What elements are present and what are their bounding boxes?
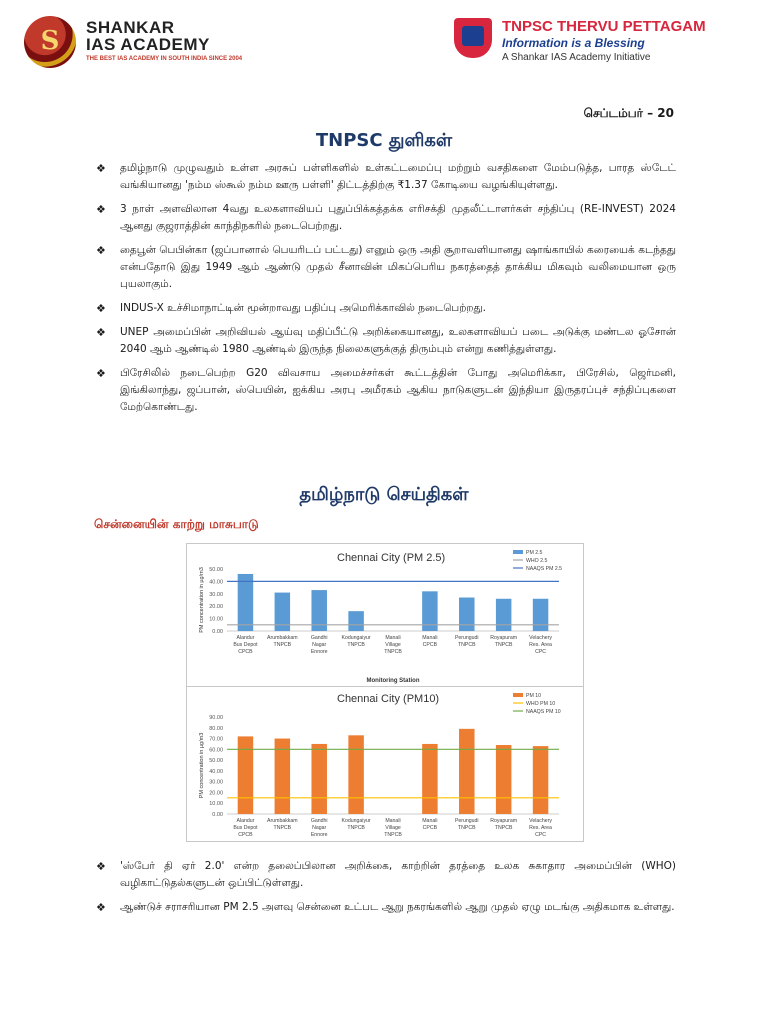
x-tick-label: Gandhi Nagar Ennore	[310, 818, 328, 838]
bullet-icon: ❖	[96, 244, 106, 257]
x-tick-label: Velachery Res. Area CPC	[529, 635, 552, 655]
legend-label: NAAQS PM 2.5	[526, 566, 563, 572]
y-tick-label: 30.00	[209, 779, 223, 786]
bar	[459, 598, 474, 631]
y-tick-label: 50.00	[209, 758, 223, 765]
bullet-icon: ❖	[96, 162, 106, 175]
x-tick-label: Royapuram TNPCB	[490, 818, 518, 831]
bar	[311, 744, 326, 814]
pm25-chart	[186, 543, 584, 688]
legend-label: WHO PM 10	[526, 701, 556, 707]
y-tick-label: 0.00	[212, 629, 223, 635]
brand-tagline: THE BEST IAS ACADEMY IN SOUTH INDIA SINCE 2004	[86, 56, 243, 62]
bar	[422, 744, 437, 814]
list-item: ❖ INDUS-X உச்சிமாநாட்டின் மூன்றாவது பதிப்பு அமெரிக்காவில் நடைபெற்றது.	[96, 302, 486, 315]
x-tick-label: Manali Village TNPCB	[384, 635, 402, 655]
legend-swatch	[513, 693, 523, 697]
x-tick-label: Kodungaiyur TNPCB	[341, 635, 371, 648]
tnpsc-note: A Shankar IAS Academy Initiative	[502, 52, 651, 63]
x-axis-label: Monitoring Station	[366, 678, 420, 684]
x-tick-label: Manali CPCB	[422, 818, 438, 831]
y-tick-label: 50.00	[209, 567, 223, 573]
bar	[238, 736, 253, 814]
bullet-icon: ❖	[96, 367, 106, 380]
bar	[348, 611, 363, 631]
y-tick-label: 90.00	[209, 715, 223, 721]
y-tick-label: 30.00	[209, 591, 223, 598]
x-tick-label: Kodungaiyur TNPCB	[341, 818, 371, 831]
brand-name-line2: IAS ACADEMY	[86, 35, 210, 54]
y-tick-label: 80.00	[209, 725, 223, 732]
legend-swatch	[513, 550, 523, 554]
bullet-icon: ❖	[96, 860, 106, 873]
legend-label: NAAQS PM 10	[526, 709, 561, 715]
x-tick-label: Perungudi TNPCB	[454, 635, 479, 648]
section-title-tnpsc: TNPSC துளிகள்	[315, 130, 453, 151]
x-tick-label: Alandur Bus Depot CPCB	[233, 818, 258, 838]
y-tick-label: 60.00	[209, 747, 223, 754]
list-item: ❖ 3 நாள் அளவிலான 4வது உலகளாவியப் புதுப்பிக்கத்தக்க எரிசக்தி முதலீட்டாளர்கள் சந்திப்பு (RE-INVEST) 2024 ஆனது குஜராத்தின் காந்திநகரில் நடைபெற்றது.	[96, 203, 676, 232]
y-tick-label: 20.00	[209, 604, 223, 611]
shankar-logo	[24, 14, 254, 70]
chart-title: Chennai City (PM10)	[337, 693, 440, 705]
x-tick-label: Perungudi TNPCB	[454, 818, 479, 831]
y-tick-label: 0.00	[212, 812, 223, 818]
x-tick-label: Alandur Bus Depot CPCB	[233, 635, 258, 655]
date-label: செப்டம்பர் – 20	[583, 106, 674, 120]
tnpsc-title: TNPSC THERVU PETTAGAM	[502, 18, 706, 35]
y-axis-label: PM concentration in µg/m3	[199, 567, 205, 633]
y-axis-label: PM concentration in µg/m3	[199, 732, 205, 799]
y-tick-label: 10.00	[209, 616, 223, 623]
y-tick-label: 70.00	[209, 736, 223, 743]
bar	[496, 745, 511, 814]
pm25-chart-svg	[187, 544, 583, 687]
y-tick-label: 40.00	[209, 768, 223, 775]
x-tick-label: Royapuram TNPCB	[490, 635, 518, 648]
bar	[238, 574, 253, 631]
x-tick-label: Manali Village TNPCB	[384, 818, 402, 838]
x-tick-label: Arumbakkam TNPCB	[267, 635, 298, 648]
legend-label: WHO 2.5	[526, 558, 548, 564]
list-item: ❖ UNEP அமைப்பின் அறிவியல் ஆய்வு மதிப்பீட்டு அறிக்கையானது, உலகளாவியப் படை அடுக்கு மண்டல ஓசோன் 2040 ஆம் ஆண்டில் 1980 ஆண்டில் இருந்த நிலைகளுக்குத் திரும்பும் என்று கணித்துள்ளது.	[96, 326, 676, 355]
bar	[533, 746, 548, 814]
list-item: ❖ தமிழ்நாடு முழுவதும் உள்ள அரசுப் பள்ளிகளில் உள்கட்டமைப்பு மற்றும் வசதிகளை மேம்படுத்த, பாரத ஸ்டேட் வங்கியானது 'நம்ம ஸ்கூல் நம்ம ஊரு பள்ளி' திட்டத்திற்கு ₹1.37 கோடியை வழங்கியுள்ளது.	[96, 162, 676, 191]
chart-title: Chennai City (PM 2.5)	[337, 552, 446, 564]
x-tick-label: Velachery Res. Area CPC	[529, 818, 552, 838]
bar	[496, 599, 511, 631]
pollution-list	[96, 858, 676, 923]
subsection-title: சென்னையின் காற்று மாசுபாடு	[94, 517, 259, 531]
y-tick-label: 10.00	[209, 801, 223, 808]
y-tick-label: 20.00	[209, 790, 223, 797]
tnpsc-emblem-icon	[454, 18, 492, 58]
bar	[459, 729, 474, 814]
emblem-letter: S	[40, 26, 60, 56]
list-item: ❖ தைபூன் பெபின்கா (ஜப்பானால் பெயரிடப் பட்டது) எனும் ஒரு அதி சூறாவளியானது ஷாங்காயில் கரையைக் கடந்தது என்பதோடு இது 1949 ஆம் ஆண்டு முதல் சீனாவின் மிகப்பெரிய நகரத்தைத் தாக்கிய மிகவும் வலிமையான ஒரு புயலாகும்.	[96, 244, 676, 290]
pm10-chart-svg	[187, 687, 583, 841]
legend-label: PM 10	[526, 693, 541, 699]
bullet-icon: ❖	[96, 203, 106, 216]
tnpsc-subtitle: Information is a Blessing	[502, 36, 645, 50]
x-tick-label: Gandhi Nagar Ennore	[310, 635, 328, 655]
section-title-tamilnadu: தமிழ்நாடு செய்திகள்	[299, 484, 469, 505]
bullet-icon: ❖	[96, 302, 106, 315]
legend-label: PM 2.5	[526, 550, 543, 556]
bar	[348, 735, 363, 814]
bullet-icon: ❖	[96, 326, 106, 339]
bar	[533, 599, 548, 631]
pm10-chart	[186, 686, 584, 842]
x-tick-label: Arumbakkam TNPCB	[267, 818, 298, 831]
list-item: ❖ பிரேசிலில் நடைபெற்ற G20 விவசாய அமைச்சர்கள் கூட்டத்தின் போது அமெரிக்கா, பிரேசில், ஜெர்மனி, இங்கிலாந்து, ஜப்பான், ஸ்பெயின், ஐக்கிய அரபு அமீரகம் ஆகிய நாடுகளுடன் இந்தியா இருதரப்புச் சந்திப்புகளை மேற்கொண்டது.	[96, 367, 676, 413]
brand-name-line1: SHANKAR	[86, 18, 175, 37]
news-list	[96, 160, 676, 423]
list-item: ❖ ஆண்டுச் சராசரியான PM 2.5 அளவு சென்னை உட்பட ஆறு நகரங்களில் ஆறு முதல் ஏழு மடங்கு அதிகமாக உள்ளது.	[96, 901, 675, 914]
bullet-icon: ❖	[96, 901, 106, 914]
list-item: ❖ 'ஸ்பேர் தி ஏர் 2.0' என்ற தலைப்பிலான அறிக்கை, காற்றின் தரத்தை உலக சுகாதார அமைப்பின் (WHO) வழிகாட்டுதல்களுடன் ஒப்பிட்டுள்ளது.	[96, 860, 676, 889]
tnpsc-logo	[454, 16, 754, 66]
x-tick-label: Manali CPCB	[422, 635, 438, 648]
y-tick-label: 40.00	[209, 579, 223, 586]
